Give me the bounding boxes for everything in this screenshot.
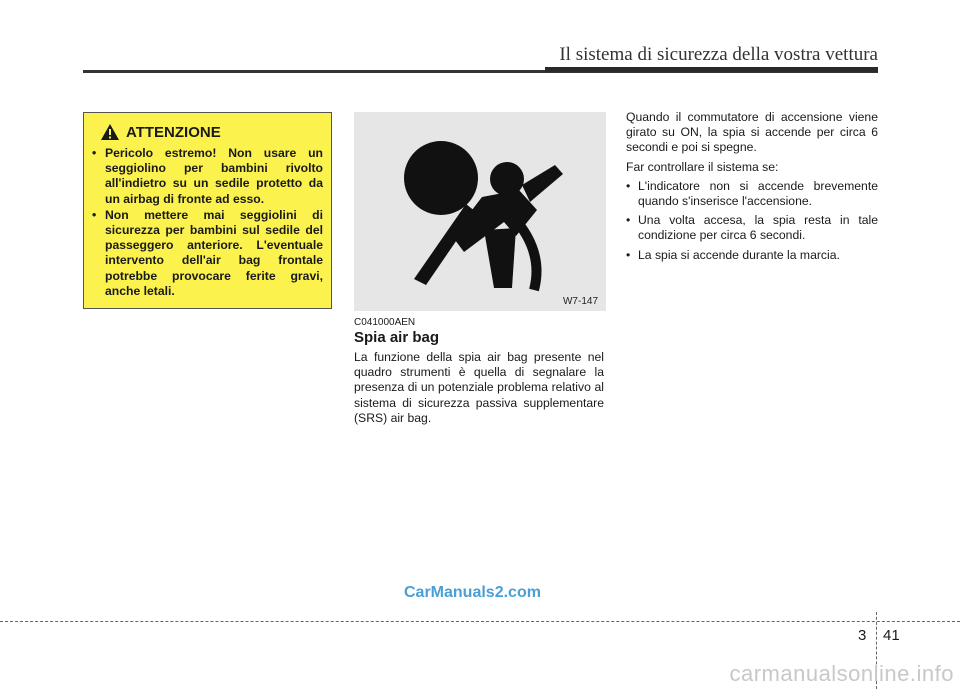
site-watermark: carmanualsonline.info — [729, 661, 954, 686]
column3-intro: Quando il commutatore di accensione viene girato su ON, la spia si accende per circa 6 secondi e poi si spegne. — [626, 110, 878, 155]
header-rule-accent — [545, 67, 878, 72]
warning-title: ATTENZIONE — [126, 123, 221, 141]
list-item: • L'indicatore non si accende brevemente quando s'inserisce l'accensione. — [626, 179, 878, 209]
airbag-warning-icon — [354, 112, 606, 311]
column-3 — [626, 110, 878, 267]
airbag-figure — [354, 112, 606, 311]
column3-lead: Far controllare il sistema se: — [626, 159, 779, 174]
section-code: C041000AEN — [354, 317, 416, 328]
list-item: • Una volta accesa, la spia resta in tale condizione per circa 6 secondi. — [626, 213, 878, 243]
warning-list — [92, 146, 323, 299]
chapter-number: 3 — [858, 627, 867, 644]
figure-code: W7-147 — [562, 296, 598, 307]
page-number: 41 — [883, 627, 900, 644]
section-title: Spia air bag — [354, 329, 440, 346]
warning-box — [83, 112, 332, 309]
carmanuals-watermark-link[interactable]: CarManuals2.com — [404, 584, 541, 601]
footer-rule — [0, 621, 960, 622]
warning-header — [100, 123, 323, 141]
warning-item: • Pericolo estremo! Non usare un seggiolino per bambini rivolto all'indietro su un sedile protetto da un airbag di fronte ad esso. — [92, 146, 323, 207]
column3-list — [626, 179, 878, 263]
warning-triangle-icon — [100, 123, 120, 141]
header-title: Il sistema di sicurezza della vostra vettura — [559, 44, 878, 65]
section-body: La funzione della spia air bag presente nel quadro strumenti è quella di segnalare la presenza di un potenziale problema relativo al sistema di sicurezza passiva supplementare (SRS) air bag. — [354, 350, 604, 425]
warning-item: • Non mettere mai seggiolini di sicurezza per bambini sul sedile del passeggero anteriore. L'eventuale intervento dell'air bag frontale potrebbe provocare ferite gravi, anche letali. — [92, 208, 323, 299]
list-item: • La spia si accende durante la marcia. — [626, 248, 878, 263]
